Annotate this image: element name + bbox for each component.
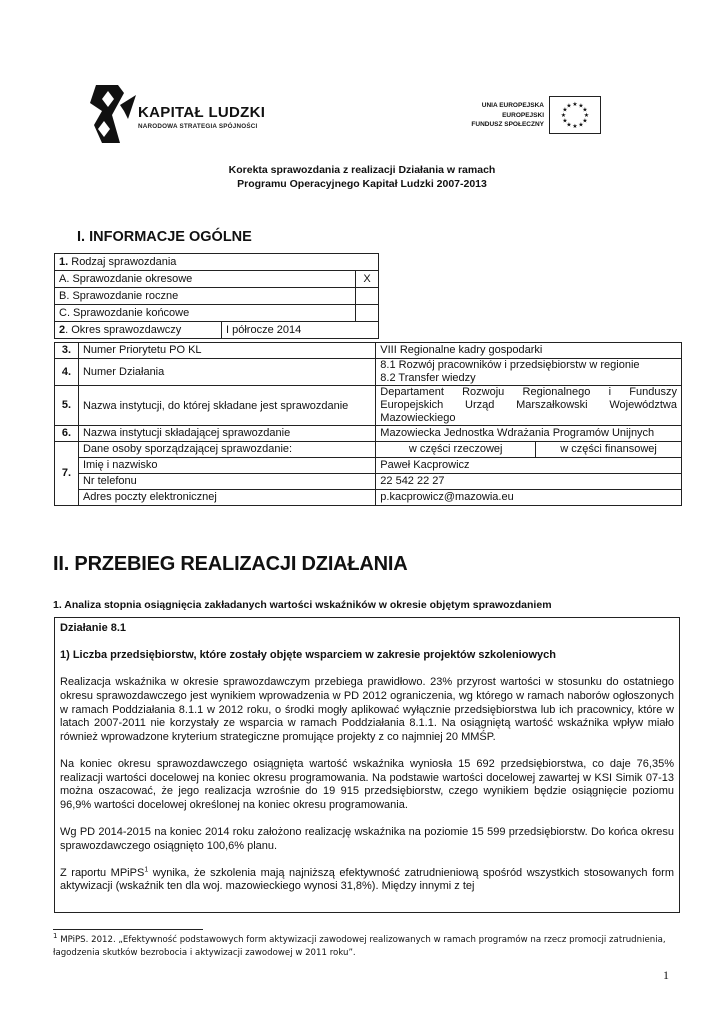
logo-title: KAPITAŁ LUDZKI [138, 104, 266, 121]
analysis-box [54, 617, 680, 913]
paragraph-3: Wg PD 2014-2015 na koniec 2014 roku założono realizację wskaźnika na poziomie 15 599 przedsiębiorstw. Do końca okresu sprawozdawczego osiągnięto 100,6% planu. [60, 825, 674, 852]
row-7-num: 7. [55, 442, 79, 506]
svg-text:★: ★ [562, 106, 568, 114]
row-7-header: Dane osoby sporządzającej sprawozdanie: [78, 442, 375, 458]
option-b-mark [356, 288, 379, 305]
svg-text:★: ★ [566, 102, 572, 110]
page-number: 1 [663, 968, 669, 982]
document-title [0, 163, 724, 191]
row-3-label: Numer Priorytetu PO KL [78, 343, 375, 359]
svg-text:★: ★ [582, 106, 588, 114]
report-type-table [54, 253, 379, 339]
svg-text:★: ★ [566, 121, 572, 129]
name-label: Imię i nazwisko [78, 458, 375, 474]
phone-label: Nr telefonu [78, 474, 375, 490]
row-4-label: Numer Działania [78, 359, 375, 386]
email-value[interactable]: p.kacprowicz@mazowia.eu [376, 490, 682, 506]
svg-text:★: ★ [562, 117, 568, 125]
period-value: I półrocze 2014 [222, 322, 379, 339]
svg-text:★: ★ [578, 121, 584, 129]
indicator-title: 1) Liczba przedsiębiorstw, które zostały objęte wsparciem w zakresie projektów szkoleniowych [60, 649, 556, 662]
option-b: B. Sprawozdanie roczne [55, 288, 356, 305]
title-line-1: Korekta sprawozdania z realizacji Działania w ramach [228, 164, 496, 176]
paragraph-4: Z raportu MPiPS$^1$ wynika, że szkolenia mają najniższą efektywność zatrudnieniową spośród wszystkich stosowanych form aktywizacji (wskaźnik ten dla woj. mazowieckiego wynosi 31,8%). Między innymi z tej [60, 866, 674, 893]
option-c-mark [356, 305, 379, 322]
row-3-num: 3. [55, 343, 79, 359]
svg-text:★: ★ [583, 112, 590, 119]
row-6-value: Mazowiecka Jednostka Wdrażania Programów Unijnych [376, 426, 682, 442]
name-value: Paweł Kacprowicz [376, 458, 682, 474]
svg-text:★: ★ [572, 123, 578, 130]
eu-line-2: EUROPEJSKI [502, 111, 544, 119]
footnote [53, 934, 673, 960]
svg-text:★: ★ [572, 101, 578, 108]
footnote-ref[interactable]: 1 [144, 866, 149, 874]
report-type-header: 1. Rodzaj sprawozdania [55, 254, 379, 271]
eu-line-1: UNIA EUROPEJSKA [481, 102, 544, 109]
title-line-2: Programu Operacyjnego Kapitał Ludzki 2007-2013 [237, 178, 487, 190]
row-5-num: 5. [55, 386, 79, 426]
row-7-col-finansowa: w części finansowej [536, 442, 682, 458]
row-5-value: Departament Rozwoju Regionalnego i Funduszy Europejskich Urząd Marszałkowski Województwa Mazowieckiego [376, 386, 682, 426]
option-c: C. Sprawozdanie końcowe [55, 305, 356, 322]
row-6-num: 6. [55, 426, 79, 442]
kapital-ludzki-emblem-icon [90, 85, 136, 143]
logo-subtitle: NARODOWA STRATEGIA SPÓJNOŚCI [138, 123, 258, 130]
row-4-value: 8.1 Rozwój pracowników i przedsiębiorstw w regionie 8.2 Transfer wiedzy [376, 359, 682, 386]
section-2-heading: II. PRZEBIEG REALIZACJI DZIAŁANIA [53, 553, 408, 575]
row-4-num: 4. [55, 359, 79, 386]
row-5-label: Nazwa instytucji, do której składane jest sprawozdanie [78, 386, 375, 426]
eu-line-3: FUNDUSZ SPOŁECZNY [471, 121, 544, 128]
row-6-label: Nazwa instytucji składającej sprawozdanie [78, 426, 375, 442]
eu-flag-icon [549, 96, 601, 134]
svg-text:★: ★ [582, 117, 588, 125]
footnote-number: 1 [53, 932, 58, 941]
paragraph-1: Realizacja wskaźnika w okresie sprawozdawczym przebiega prawidłowo. 23% przyrost wartości w stosunku do ostatniego okresu sprawozdawczego jest wynikiem wprowadzenia w PD 2012 ograniczenia, wg którego w ramach naborów ogłoszonych w ramach Poddziałania 8.1.1 w 2012 roku, o środki mogły aplikować wyłącznie przedsiębiorstwa lub ich pracownicy, które w latach 2007-2011 nie korzystały ze wsparcia w ramach Poddziałania 8.1.1. Na osiągniętą wartość wskaźnika wpływ miało również wprowadzone kryterium strategiczne promujące projekty z co najmniej 20 MMŚP. [60, 676, 674, 743]
phone-value: 22 542 22 27 [376, 474, 682, 490]
section-1-heading: I. INFORMACJE OGÓLNE [77, 229, 252, 245]
footnote-separator [53, 929, 203, 930]
row-3-value: VIII Regionalne kadry gospodarki [376, 343, 682, 359]
svg-text:★: ★ [560, 112, 567, 119]
email-label: Adres poczty elektronicznej [78, 490, 375, 506]
action-title: Działanie 8.1 [60, 622, 127, 634]
period-label: 2. Okres sprawozdawczy [55, 322, 222, 339]
option-a: A. Sprawozdanie okresowe [55, 271, 356, 288]
analysis-subheading: 1. Analiza stopnia osiągnięcia zakładanych wartości wskaźników w okresie objętym sprawozdaniem [53, 599, 552, 611]
svg-text:★: ★ [578, 102, 584, 110]
row-7-col-rzeczowa: w części rzeczowej [376, 442, 536, 458]
footnote-text: MPiPS. 2012. „Efektywność podstawowych form aktywizacji zawodowej realizowanych w ramach programów na rzecz promocji zatrudnienia, łagodzenia skutków bezrobocia i aktywizacji zawodowej w 2011 roku”. [53, 935, 666, 958]
option-a-mark: X [356, 271, 379, 288]
general-info-table [54, 342, 682, 506]
kapital-ludzki-logo [90, 85, 280, 145]
paragraph-2: Na koniec okresu sprawozdawczego osiągnięta wartość wskaźnika wyniosła 15 692 przedsiębiorstwa, co daje 76,35% realizacji wartości docelowej na koniec okresu programowania. Na podstawie wartości docelowej zawartej w KSI Simik 07-13 można oszacować, że jego realizacja wzrośnie do 19 915 przedsiębiorstw, czego wynikiem będzie osiągnięcie poziomu 96,9% wartości docelowej określonej na koniec okresu programowania. [60, 757, 674, 811]
eu-label [438, 101, 544, 130]
